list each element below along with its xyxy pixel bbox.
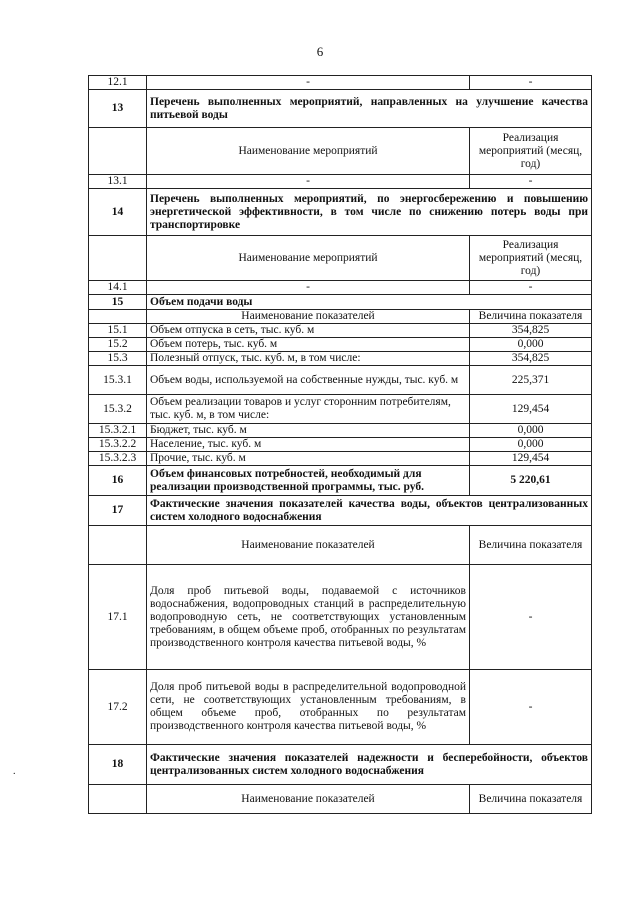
section-number: 16 bbox=[89, 466, 147, 496]
table-row bbox=[89, 424, 592, 438]
section-number: 13 bbox=[89, 90, 147, 128]
table-row bbox=[89, 366, 592, 395]
section-title: Перечень выполненных мероприятий, по энергосбережению и повышению энергетической эффективности, в том числе по снижению потерь воды при транспортировке bbox=[147, 189, 592, 236]
blank-cell bbox=[89, 236, 147, 281]
indicator-value: 129,454 bbox=[470, 452, 592, 466]
section-row bbox=[89, 466, 592, 496]
indicator-value: 354,825 bbox=[470, 352, 592, 366]
indicator-name: Население, тыс. куб. м bbox=[147, 438, 470, 452]
cell: - bbox=[470, 281, 592, 295]
indicator-name: Бюджет, тыс. куб. м bbox=[147, 424, 470, 438]
blank-cell bbox=[89, 526, 147, 565]
page-number: 6 bbox=[316, 44, 324, 59]
row-number: 12.1 bbox=[89, 76, 147, 90]
table-row bbox=[89, 565, 592, 670]
section-title: Объем финансовых потребностей, необходимый для реализации производственной программы, тыс. руб. bbox=[147, 466, 470, 496]
row-number: 14.1 bbox=[89, 281, 147, 295]
indicator-value: 354,825 bbox=[470, 324, 592, 338]
indicator-value: 0,000 bbox=[470, 424, 592, 438]
section-row bbox=[89, 295, 592, 310]
table-row bbox=[89, 76, 592, 90]
header-row bbox=[89, 128, 592, 175]
indicator-name: Доля проб питьевой воды в распределительной водопроводной сети, не соответствующих установленным требованиям, в общем объеме проб, отобранных по результатам производственного контроля качества питьевой воды, % bbox=[147, 670, 470, 745]
blank-cell bbox=[89, 128, 147, 175]
row-number: 15.1 bbox=[89, 324, 147, 338]
row-number: 15.2 bbox=[89, 338, 147, 352]
table-row bbox=[89, 175, 592, 189]
cell: - bbox=[147, 281, 470, 295]
column-header: Наименование показателей bbox=[147, 310, 470, 324]
table-row bbox=[89, 452, 592, 466]
column-header: Реализация мероприятий (месяц, год) bbox=[470, 128, 592, 175]
column-header: Наименование мероприятий bbox=[147, 236, 470, 281]
section-row bbox=[89, 496, 592, 526]
section-row bbox=[89, 745, 592, 785]
indicator-value: 0,000 bbox=[470, 338, 592, 352]
indicator-value: 129,454 bbox=[470, 395, 592, 424]
column-header: Величина показателя bbox=[470, 526, 592, 565]
indicator-name: Объем потерь, тыс. куб. м bbox=[147, 338, 470, 352]
header-row bbox=[89, 785, 592, 814]
row-number: 15.3.2.1 bbox=[89, 424, 147, 438]
row-number: 17.2 bbox=[89, 670, 147, 745]
indicator-name: Доля проб питьевой воды, подаваемой с источников водоснабжения, водопроводных станций в распределительную водопроводную сеть, не соответствующих установленным требованиям, в общем объеме проб, отобранных по результатам производственного контроля качества питьевой воды, % bbox=[147, 565, 470, 670]
row-number: 15.3.2 bbox=[89, 395, 147, 424]
indicator-value: - bbox=[470, 565, 592, 670]
section-number: 14 bbox=[89, 189, 147, 236]
indicator-value: 225,371 bbox=[470, 366, 592, 395]
blank-cell bbox=[89, 310, 147, 324]
header-row bbox=[89, 236, 592, 281]
blank-cell bbox=[89, 785, 147, 814]
table-row bbox=[89, 395, 592, 424]
column-header: Наименование мероприятий bbox=[147, 128, 470, 175]
indicator-name: Прочие, тыс. куб. м bbox=[147, 452, 470, 466]
stray-dot: . bbox=[13, 766, 16, 777]
table-row bbox=[89, 352, 592, 366]
indicator-name: Объем реализации товаров и услуг сторонним потребителям, тыс. куб. м, в том числе: bbox=[147, 395, 470, 424]
header-row bbox=[89, 310, 592, 324]
cell: - bbox=[470, 175, 592, 189]
table-row bbox=[89, 670, 592, 745]
table-row bbox=[89, 281, 592, 295]
table-row bbox=[89, 338, 592, 352]
row-number: 15.3 bbox=[89, 352, 147, 366]
row-number: 15.3.2.2 bbox=[89, 438, 147, 452]
indicator-name: Полезный отпуск, тыс. куб. м, в том числе: bbox=[147, 352, 470, 366]
row-number: 13.1 bbox=[89, 175, 147, 189]
section-title: Объем подачи воды bbox=[147, 295, 592, 310]
section-number: 18 bbox=[89, 745, 147, 785]
section-row bbox=[89, 90, 592, 128]
table-row bbox=[89, 438, 592, 452]
indicator-name: Объем воды, используемой на собственные нужды, тыс. куб. м bbox=[147, 366, 470, 395]
indicators-table bbox=[88, 75, 592, 814]
section-number: 17 bbox=[89, 496, 147, 526]
column-header: Величина показателя bbox=[470, 310, 592, 324]
cell: - bbox=[470, 76, 592, 90]
cell: - bbox=[147, 175, 470, 189]
column-header: Реализация мероприятий (месяц, год) bbox=[470, 236, 592, 281]
indicator-name: Объем отпуска в сеть, тыс. куб. м bbox=[147, 324, 470, 338]
row-number: 15.3.1 bbox=[89, 366, 147, 395]
row-number: 15.3.2.3 bbox=[89, 452, 147, 466]
column-header: Наименование показателей bbox=[147, 526, 470, 565]
section-number: 15 bbox=[89, 295, 147, 310]
indicator-value: 0,000 bbox=[470, 438, 592, 452]
column-header: Наименование показателей bbox=[147, 785, 470, 814]
row-number: 17.1 bbox=[89, 565, 147, 670]
header-row bbox=[89, 526, 592, 565]
table-row bbox=[89, 324, 592, 338]
section-row bbox=[89, 189, 592, 236]
section-title: Фактические значения показателей надежности и бесперебойности, объектов централизованных систем холодного водоснабжения bbox=[147, 745, 592, 785]
section-title: Фактические значения показателей качества воды, объектов централизованных систем холодного водоснабжения bbox=[147, 496, 592, 526]
cell: - bbox=[147, 76, 470, 90]
column-header: Величина показателя bbox=[470, 785, 592, 814]
section-title: Перечень выполненных мероприятий, направленных на улучшение качества питьевой воды bbox=[147, 90, 592, 128]
indicator-value: - bbox=[470, 670, 592, 745]
indicator-value: 5 220,61 bbox=[470, 466, 592, 496]
